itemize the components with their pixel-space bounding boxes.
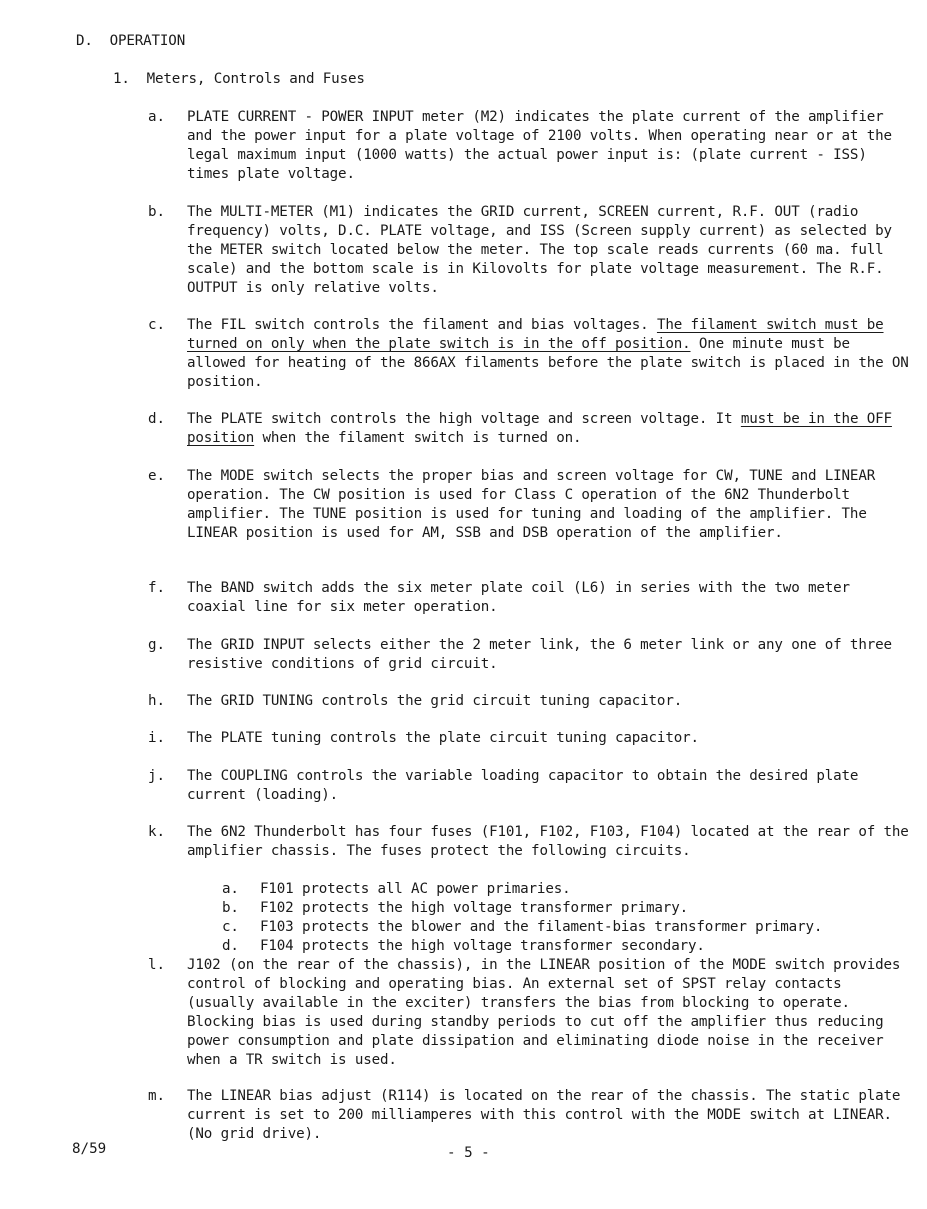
fuse-letter: a. <box>222 881 239 897</box>
item-letter: m. <box>148 1088 166 1104</box>
fuse-list-item <box>222 899 822 918</box>
item-text: The GRID INPUT selects either the 2 meter link, the 6 meter link or any one of three resistive conditions of grid circuit. <box>187 637 892 672</box>
item-text: The MULTI-METER (M1) indicates the GRID current, SCREEN current, R.F. OUT (radio frequency) volts, D.C. PLATE voltage, and ISS (Screen supply current) as selected by the METER switch located below the meter. The top scale reads currents (60 ma. full scale) and the bottom scale is in Kilovolts for plate voltage measurement. The R.F. OUTPUT is only relative volts. <box>187 204 892 296</box>
item-letter: b. <box>148 204 166 220</box>
item-letter: k. <box>148 824 166 840</box>
item-letter: l. <box>148 957 166 973</box>
item-text: The COUPLING controls the variable loading capacitor to obtain the desired plate current (loading). <box>187 768 859 803</box>
underlined-warning: must be in the OFF position <box>187 411 892 446</box>
item-letter: g. <box>148 637 166 653</box>
fuse-letter: b. <box>222 900 239 916</box>
item-text-part: The FIL switch controls the filament and bias voltages. <box>187 317 657 333</box>
item-text: The LINEAR bias adjust (R114) is located on the rear of the chassis. The static plate current is set to 200 milliamperes with this control with the MODE switch at LINEAR. (No grid drive). <box>187 1088 901 1142</box>
fuse-text: F102 protects the high voltage transformer primary. <box>260 900 688 916</box>
item-text: J102 (on the rear of the chassis), in the LINEAR position of the MODE switch provides control of blocking and operating bias. An external set of SPST relay contacts (usually available in the exciter) transfers the bias from blocking to operate. Blocking bias is used during standby periods to cut off the amplifier thus reducing power consumption and plate dissipation and eliminating diode noise in the receiver when a TR switch is used. <box>187 957 901 1068</box>
item-letter: f. <box>148 580 166 596</box>
item-text <box>187 316 917 392</box>
footer-date: 8/59 <box>72 1141 107 1157</box>
item-text-part: One minute must be allowed for heating of the 866AX filaments before the plate switch is placed in the ON position. <box>187 336 909 390</box>
fuse-letter: d. <box>222 938 239 954</box>
underlined-warning: The filament switch must be turned on only when the plate switch is in the off position. <box>187 317 884 352</box>
item-text: The MODE switch selects the proper bias and screen voltage for CW, TUNE and LINEAR operation. The CW position is used for Class C operation of the 6N2 Thunderbolt amplifier. The TUNE position is used for tuning and loading of the amplifier. The LINEAR position is used for AM, SSB and DSB operation of the amplifier. <box>187 468 876 541</box>
fuse-text: F104 protects the high voltage transformer secondary. <box>260 938 705 954</box>
item-text: The BAND switch adds the six meter plate coil (L6) in series with the two meter coaxial line for six meter operation. <box>187 580 850 615</box>
item-text-part: The PLATE switch controls the high voltage and screen voltage. It <box>187 411 741 427</box>
page-number: - 5 - <box>447 1145 490 1161</box>
fuse-text: F101 protects all AC power primaries. <box>260 881 571 897</box>
section-heading: D. OPERATION <box>76 33 186 49</box>
fuse-letter: c. <box>222 919 239 935</box>
item-letter: c. <box>148 317 166 333</box>
fuse-list <box>222 880 822 956</box>
item-text: PLATE CURRENT - POWER INPUT meter (M2) indicates the plate current of the amplifier and the power input for a plate voltage of 2100 volts. When operating near or at the legal maximum input (1000 watts) the actual power input is: (plate current - ISS) times plate voltage. <box>187 109 892 182</box>
fuse-text: F103 protects the blower and the filament-bias transformer primary. <box>260 919 823 935</box>
fuse-list-item <box>222 880 822 899</box>
item-letter: d. <box>148 411 166 427</box>
item-text: The PLATE tuning controls the plate circuit tuning capacitor. <box>187 730 699 746</box>
fuse-list-item <box>222 937 822 956</box>
item-letter: h. <box>148 693 166 709</box>
item-text <box>187 410 917 448</box>
subsection-heading: 1. Meters, Controls and Fuses <box>113 71 365 87</box>
item-text: The 6N2 Thunderbolt has four fuses (F101, F102, F103, F104) located at the rear of the amplifier chassis. The fuses protect the following circuits. <box>187 824 909 859</box>
item-letter: a. <box>148 109 166 125</box>
fuse-list-item <box>222 918 822 937</box>
item-letter: j. <box>148 768 166 784</box>
item-text: The GRID TUNING controls the grid circuit tuning capacitor. <box>187 693 683 709</box>
item-text-part: when the filament switch is turned on. <box>254 430 582 446</box>
item-letter: e. <box>148 468 166 484</box>
item-letter: i. <box>148 730 166 746</box>
